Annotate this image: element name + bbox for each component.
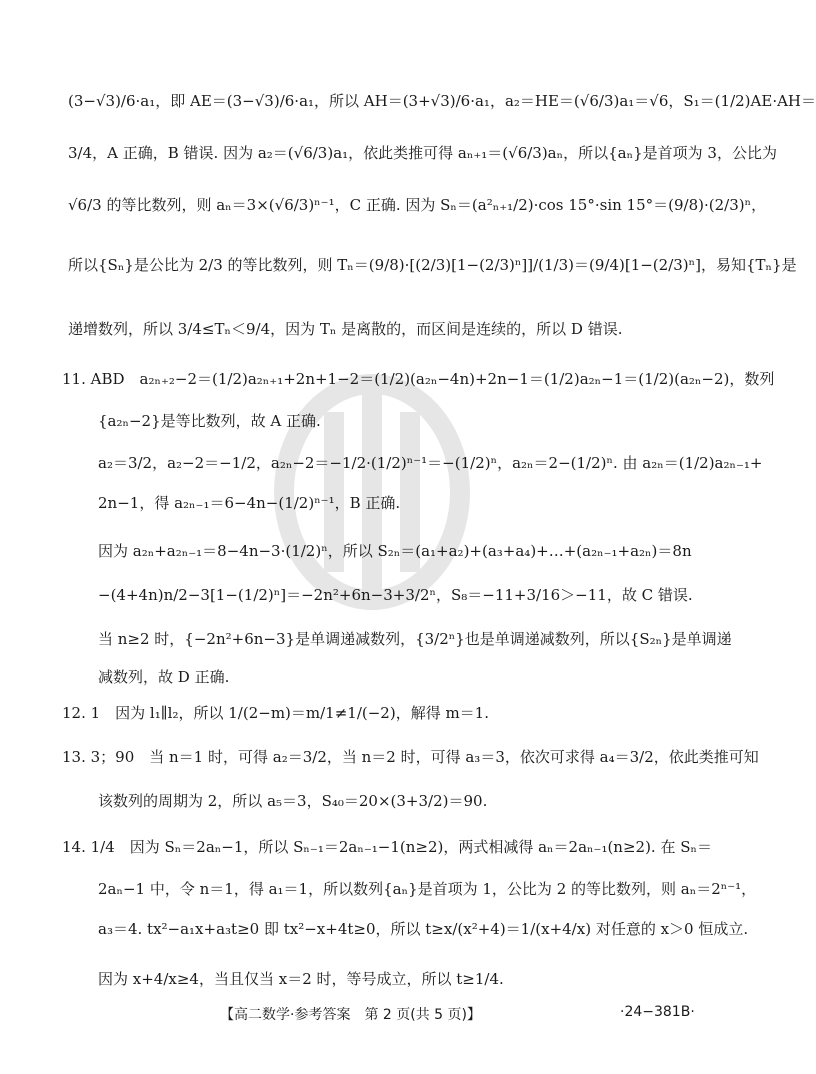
- answer-12: 12. 1 因为 l₁∥l₂，所以 1/(2−m)＝m/1≠1/(−2)，解得 m＝1.: [62, 704, 489, 722]
- document-code: ·24−381B·: [620, 1004, 695, 1020]
- answer-11-line-6: −(4+4n)n/2−3[1−(1/2)ⁿ]＝−2n²+6n−3+3/2ⁿ，S₈＝−11+3/16＞−11，故 C 错误.: [98, 586, 693, 604]
- text-line-5: 递增数列，所以 3/4≤Tₙ＜9/4，因为 Tₙ 是离散的，而区间是连续的，所以 D 错误.: [68, 320, 623, 338]
- answer-11-line-1: 11. ABD a₂ₙ₊₂−2＝(1/2)a₂ₙ₊₁+2n+1−2＝(1/2)(a₂ₙ−4n)+2n−1＝(1/2)a₂ₙ−1＝(1/2)(a₂ₙ−2)，数列: [62, 370, 775, 388]
- answer-14-line-1: 14. 1/4 因为 Sₙ＝2aₙ−1，所以 Sₙ₋₁＝2aₙ₋₁−1(n≥2)，两式相减得 aₙ＝2aₙ₋₁(n≥2). 在 Sₙ＝: [62, 838, 712, 856]
- text-line-3: √6/3 的等比数列，则 aₙ＝3×(√6/3)ⁿ⁻¹，C 正确. 因为 Sₙ＝(a²ₙ₊₁/2)·cos 15°·sin 15°＝(9/8)·(2/3)ⁿ，: [68, 196, 767, 214]
- answer-14-line-2: 2aₙ−1 中，令 n＝1，得 a₁＝1，所以数列{aₙ}是首项为 1，公比为 2 的等比数列，则 aₙ＝2ⁿ⁻¹，: [98, 880, 757, 898]
- answer-14-line-4: 因为 x+4/x≥4，当且仅当 x＝2 时，等号成立，所以 t≥1/4.: [98, 970, 504, 988]
- answer-13-line-2: 该数列的周期为 2，所以 a₅＝3，S₄₀＝20×(3+3/2)＝90.: [98, 792, 488, 810]
- text-line-2: 3/4，A 正确，B 错误. 因为 a₂＝(√6/3)a₁，依此类推可得 aₙ₊₁＝(√6/3)aₙ，所以{aₙ}是首项为 3，公比为: [68, 144, 777, 162]
- answer-11-line-5: 因为 a₂ₙ+a₂ₙ₋₁＝8−4n−3·(1/2)ⁿ，所以 S₂ₙ＝(a₁+a₂)+(a₃+a₄)+…+(a₂ₙ₋₁+a₂ₙ)＝8n: [98, 542, 692, 560]
- answer-13-line-1: 13. 3；90 当 n＝1 时，可得 a₂＝3/2，当 n＝2 时，可得 a₃＝3，依次可求得 a₄＝3/2，依此类推可知: [62, 748, 759, 766]
- text-line-4: 所以{Sₙ}是公比为 2/3 的等比数列，则 Tₙ＝(9/8)·[(2/3)[1−(2/3)ⁿ]]/(1/3)＝(9/4)[1−(2/3)ⁿ]，易知{Tₙ}是: [68, 256, 797, 274]
- text-line-1: (3−√3)/6·a₁，即 AE＝(3−√3)/6·a₁，所以 AH＝(3+√3)/6·a₁，a₂＝HE＝(√6/3)a₁＝√6，S₁＝(1/2)AE·AH＝: [68, 92, 816, 110]
- answer-11-line-4: 2n−1，得 a₂ₙ₋₁＝6−4n−(1/2)ⁿ⁻¹，B 正确.: [98, 494, 401, 512]
- answer-14-line-3: a₃＝4. tx²−a₁x+a₃t≥0 即 tx²−x+4t≥0，所以 t≥x/(x²+4)＝1/(x+4/x) 对任意的 x＞0 恒成立.: [98, 920, 749, 938]
- answer-11-line-2: {a₂ₙ−2}是等比数列，故 A 正确.: [98, 412, 321, 430]
- answer-11-line-8: 减数列，故 D 正确.: [98, 668, 230, 686]
- page-footer: 【高二数学·参考答案 第 2 页(共 5 页)】: [220, 1007, 481, 1023]
- answer-11-line-7: 当 n≥2 时，{−2n²+6n−3}是单调递减数列，{3/2ⁿ}也是单调递减数列，所以{S₂ₙ}是单调递: [98, 630, 732, 648]
- answer-11-line-3: a₂＝3/2，a₂−2＝−1/2，a₂ₙ−2＝−1/2·(1/2)ⁿ⁻¹＝−(1/2)ⁿ，a₂ₙ＝2−(1/2)ⁿ. 由 a₂ₙ＝(1/2)a₂ₙ₋₁+: [98, 454, 763, 472]
